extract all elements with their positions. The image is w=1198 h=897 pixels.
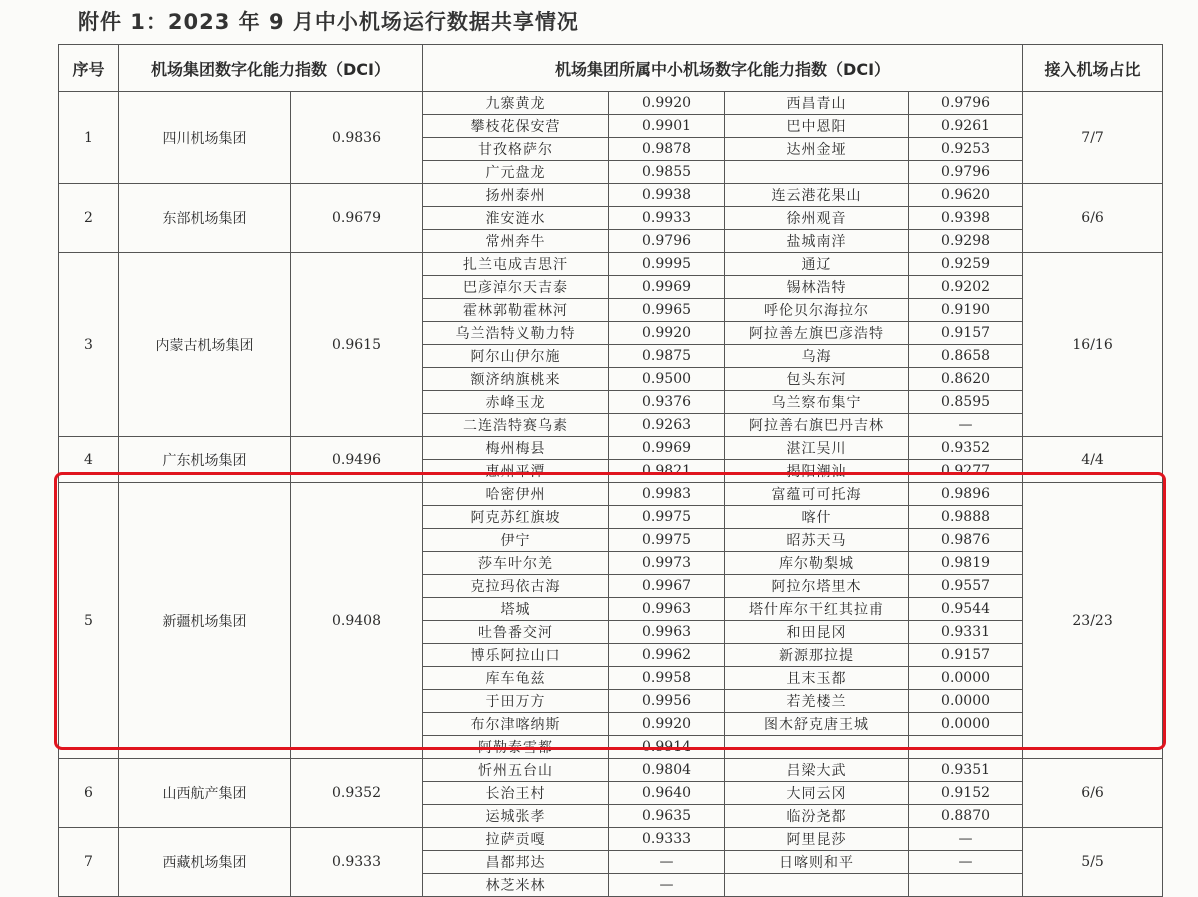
airport-name: 阿拉尔塔里木: [725, 575, 909, 598]
airport-name: 吐鲁番交河: [423, 621, 609, 644]
group-dci: 0.9679: [291, 184, 423, 253]
group-index: 7: [59, 828, 119, 897]
airport-dci: 0.9821: [609, 460, 725, 483]
airport-dci: 0.9202: [909, 276, 1023, 299]
airport-dci: 0.9620: [909, 184, 1023, 207]
airport-name: 乌海: [725, 345, 909, 368]
airport-name: 广元盘龙: [423, 161, 609, 184]
group-ratio: 23/23: [1023, 483, 1163, 759]
group-index: 1: [59, 92, 119, 184]
table-row: [59, 253, 1163, 276]
airport-name: 包头东河: [725, 368, 909, 391]
airport-dci: 0.9975: [609, 529, 725, 552]
airport-dci: 0.9376: [609, 391, 725, 414]
airport-name: 布尔津喀纳斯: [423, 713, 609, 736]
airport-name: 揭阳潮汕: [725, 460, 909, 483]
airport-name: 喀什: [725, 506, 909, 529]
airport-name: 运城张孝: [423, 805, 609, 828]
airport-name: 伊宁: [423, 529, 609, 552]
airport-name: 吕梁大武: [725, 759, 909, 782]
airport-name: 攀枝花保安营: [423, 115, 609, 138]
group-index: 2: [59, 184, 119, 253]
airport-dci: 0.9298: [909, 230, 1023, 253]
airport-dci: 0.9920: [609, 92, 725, 115]
airport-name: 于田万方: [423, 690, 609, 713]
airport-dci: 0.9331: [909, 621, 1023, 644]
airport-dci: 0.9152: [909, 782, 1023, 805]
airport-dci: —: [909, 851, 1023, 874]
table-row: [59, 437, 1163, 460]
airport-name: 阿克苏红旗坡: [423, 506, 609, 529]
airport-dci: 0.9804: [609, 759, 725, 782]
table-body: [59, 92, 1163, 897]
airport-name: 若羌楼兰: [725, 690, 909, 713]
airport-name: 阿勒泰雪都: [423, 736, 609, 759]
airport-dci: 0.9796: [909, 161, 1023, 184]
airport-dci: 0.9351: [909, 759, 1023, 782]
airport-dci-table: [58, 44, 1163, 897]
airport-name: 库尔勒梨城: [725, 552, 909, 575]
group-dci: 0.9352: [291, 759, 423, 828]
airport-name: 盐城南洋: [725, 230, 909, 253]
airport-dci: 0.9920: [609, 713, 725, 736]
group-ratio: 6/6: [1023, 184, 1163, 253]
airport-dci: 0.9263: [609, 414, 725, 437]
airport-dci: 0.9901: [609, 115, 725, 138]
airport-dci: 0.9557: [909, 575, 1023, 598]
airport-name: 哈密伊州: [423, 483, 609, 506]
airport-name: 连云港花果山: [725, 184, 909, 207]
airport-dci: —: [909, 828, 1023, 851]
airport-dci: 0.9962: [609, 644, 725, 667]
airport-name: 克拉玛依古海: [423, 575, 609, 598]
airport-dci: 0.9914: [609, 736, 725, 759]
group-name: 新疆机场集团: [119, 483, 291, 759]
airport-name: 长治王村: [423, 782, 609, 805]
airport-dci: 0.0000: [909, 690, 1023, 713]
group-name: 东部机场集团: [119, 184, 291, 253]
airport-name: 赤峰玉龙: [423, 391, 609, 414]
group-dci: 0.9615: [291, 253, 423, 437]
header-row: [59, 45, 1163, 92]
airport-dci: 0.9352: [909, 437, 1023, 460]
airport-name: 莎车叶尔羌: [423, 552, 609, 575]
airport-name: 图木舒克唐王城: [725, 713, 909, 736]
airport-dci: 0.9956: [609, 690, 725, 713]
table-row: [59, 759, 1163, 782]
airport-dci: 0.9920: [609, 322, 725, 345]
airport-dci: 0.9261: [909, 115, 1023, 138]
header-index: 序号: [59, 45, 119, 92]
airport-dci: 0.9963: [609, 621, 725, 644]
airport-name: 徐州观音: [725, 207, 909, 230]
group-dci: 0.9836: [291, 92, 423, 184]
table-row: [59, 828, 1163, 851]
airport-dci: 0.8870: [909, 805, 1023, 828]
airport-name: [725, 161, 909, 184]
airport-name: 阿尔山伊尔施: [423, 345, 609, 368]
airport-name: 富蕴可可托海: [725, 483, 909, 506]
airport-dci: 0.9975: [609, 506, 725, 529]
airport-name: 林芝米林: [423, 874, 609, 897]
airport-dci: 0.9958: [609, 667, 725, 690]
airport-dci: 0.9983: [609, 483, 725, 506]
airport-dci: 0.9965: [609, 299, 725, 322]
airport-dci: 0.9157: [909, 644, 1023, 667]
airport-dci: 0.9190: [909, 299, 1023, 322]
airport-dci: 0.9896: [909, 483, 1023, 506]
airport-name: 常州奔牛: [423, 230, 609, 253]
airport-name: 巴彦淖尔天吉泰: [423, 276, 609, 299]
group-ratio: 7/7: [1023, 92, 1163, 184]
airport-name: 阿拉善右旗巴丹吉林: [725, 414, 909, 437]
airport-dci: 0.9938: [609, 184, 725, 207]
airport-dci: 0.9855: [609, 161, 725, 184]
airport-dci: 0.9796: [909, 92, 1023, 115]
group-index: 4: [59, 437, 119, 483]
group-index: 3: [59, 253, 119, 437]
airport-name: 阿拉善左旗巴彦浩特: [725, 322, 909, 345]
airport-dci: —: [609, 874, 725, 897]
airport-name: 惠州平潭: [423, 460, 609, 483]
group-name: 山西航产集团: [119, 759, 291, 828]
airport-name: 乌兰浩特义勒力特: [423, 322, 609, 345]
airport-name: 临汾尧都: [725, 805, 909, 828]
group-index: 5: [59, 483, 119, 759]
airport-dci: 0.9640: [609, 782, 725, 805]
airport-name: 日喀则和平: [725, 851, 909, 874]
airport-name: 阿里昆莎: [725, 828, 909, 851]
airport-name: 和田昆冈: [725, 621, 909, 644]
airport-dci: 0.9875: [609, 345, 725, 368]
airport-name: 塔什库尔干红其拉甫: [725, 598, 909, 621]
airport-dci: 0.9500: [609, 368, 725, 391]
page-title: 附件 1：2023 年 9 月中小机场运行数据共享情况: [78, 10, 579, 34]
airport-name: 昭苏天马: [725, 529, 909, 552]
airport-name: 二连浩特赛乌素: [423, 414, 609, 437]
airport-dci: 0.9973: [609, 552, 725, 575]
group-dci: 0.9333: [291, 828, 423, 897]
airport-dci: 0.9967: [609, 575, 725, 598]
airport-dci: 0.9253: [909, 138, 1023, 161]
header-ratio: 接入机场占比: [1023, 45, 1163, 92]
airport-dci: —: [909, 414, 1023, 437]
airport-dci: —: [609, 851, 725, 874]
header-sub-dci: 机场集团所属中小机场数字化能力指数（DCI）: [423, 45, 1023, 92]
airport-name: 通辽: [725, 253, 909, 276]
airport-name: 湛江吴川: [725, 437, 909, 460]
airport-dci: 0.9933: [609, 207, 725, 230]
airport-name: 锡林浩特: [725, 276, 909, 299]
airport-name: [725, 736, 909, 759]
airport-dci: 0.9963: [609, 598, 725, 621]
table-row: [59, 184, 1163, 207]
airport-dci: [909, 736, 1023, 759]
airport-name: 额济纳旗桃来: [423, 368, 609, 391]
group-name: 广东机场集团: [119, 437, 291, 483]
airport-name: [725, 874, 909, 897]
airport-name: 巴中恩阳: [725, 115, 909, 138]
airport-dci: 0.8595: [909, 391, 1023, 414]
airport-name: 梅州梅县: [423, 437, 609, 460]
airport-name: 九寨黄龙: [423, 92, 609, 115]
airport-dci: 0.9969: [609, 276, 725, 299]
airport-dci: 0.9398: [909, 207, 1023, 230]
header-group-dci: 机场集团数字化能力指数（DCI）: [119, 45, 423, 92]
airport-dci: 0.9969: [609, 437, 725, 460]
group-dci: 0.9408: [291, 483, 423, 759]
airport-name: 博乐阿拉山口: [423, 644, 609, 667]
airport-name: 且末玉都: [725, 667, 909, 690]
airport-name: 拉萨贡嘎: [423, 828, 609, 851]
table-row: [59, 92, 1163, 115]
group-ratio: 6/6: [1023, 759, 1163, 828]
airport-name: 大同云冈: [725, 782, 909, 805]
airport-name: 西昌青山: [725, 92, 909, 115]
airport-dci: 0.9796: [609, 230, 725, 253]
airport-dci: 0.9544: [909, 598, 1023, 621]
airport-dci: 0.9819: [909, 552, 1023, 575]
group-name: 西藏机场集团: [119, 828, 291, 897]
airport-name: 扬州泰州: [423, 184, 609, 207]
airport-dci: 0.9277: [909, 460, 1023, 483]
airport-dci: 0.9157: [909, 322, 1023, 345]
airport-dci: 0.0000: [909, 667, 1023, 690]
airport-dci: 0.9995: [609, 253, 725, 276]
airport-name: 库车龟兹: [423, 667, 609, 690]
airport-name: 呼伦贝尔海拉尔: [725, 299, 909, 322]
airport-name: 甘孜格萨尔: [423, 138, 609, 161]
airport-dci: 0.9635: [609, 805, 725, 828]
airport-dci: 0.0000: [909, 713, 1023, 736]
airport-name: 新源那拉提: [725, 644, 909, 667]
airport-dci: 0.9333: [609, 828, 725, 851]
group-name: 内蒙古机场集团: [119, 253, 291, 437]
airport-dci: [909, 874, 1023, 897]
group-ratio: 4/4: [1023, 437, 1163, 483]
airport-name: 乌兰察布集宁: [725, 391, 909, 414]
group-ratio: 16/16: [1023, 253, 1163, 437]
airport-name: 昌都邦达: [423, 851, 609, 874]
airport-name: 达州金垭: [725, 138, 909, 161]
airport-dci: 0.9888: [909, 506, 1023, 529]
airport-name: 塔城: [423, 598, 609, 621]
group-ratio: 5/5: [1023, 828, 1163, 897]
airport-dci: 0.9259: [909, 253, 1023, 276]
airport-name: 扎兰屯成吉思汗: [423, 253, 609, 276]
airport-dci: 0.8658: [909, 345, 1023, 368]
group-name: 四川机场集团: [119, 92, 291, 184]
table-row: [59, 483, 1163, 506]
group-index: 6: [59, 759, 119, 828]
airport-dci: 0.9876: [909, 529, 1023, 552]
airport-name: 霍林郭勒霍林河: [423, 299, 609, 322]
airport-dci: 0.8620: [909, 368, 1023, 391]
airport-name: 淮安涟水: [423, 207, 609, 230]
group-dci: 0.9496: [291, 437, 423, 483]
airport-name: 忻州五台山: [423, 759, 609, 782]
airport-dci: 0.9878: [609, 138, 725, 161]
